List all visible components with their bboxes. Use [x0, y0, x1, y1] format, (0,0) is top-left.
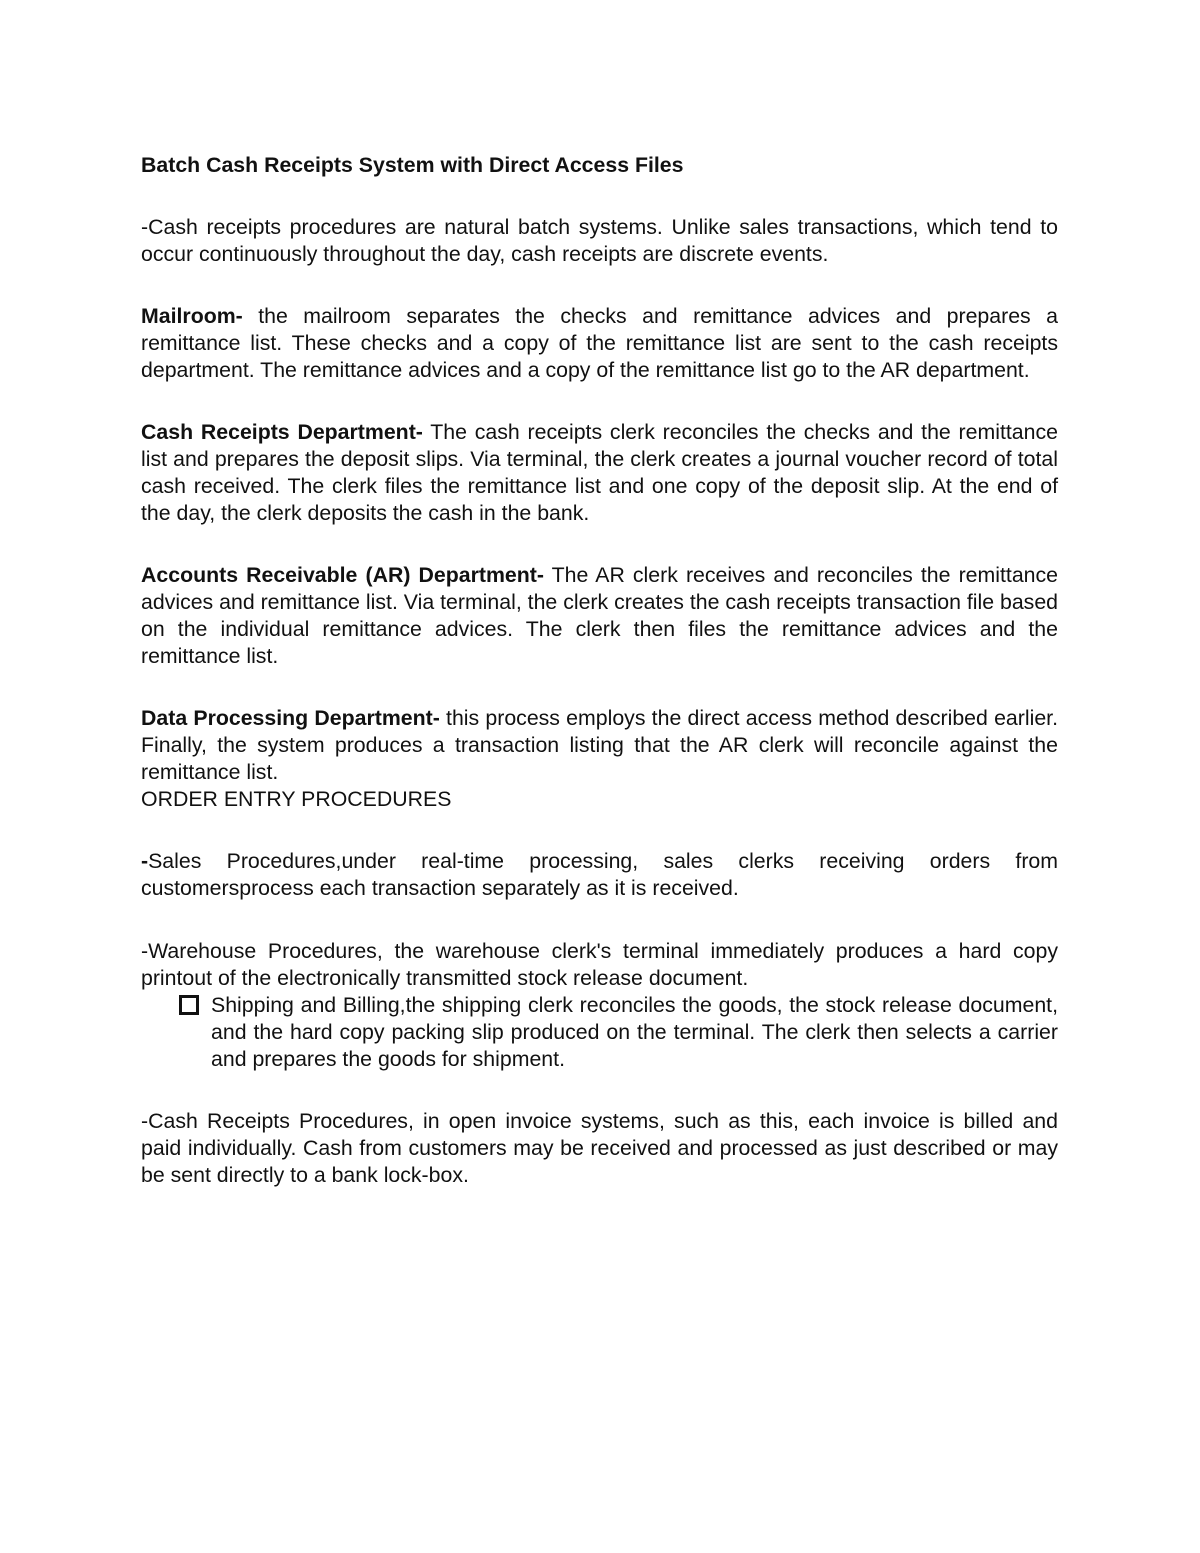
- ar-department-label: Accounts Receivable (AR) Department-: [141, 563, 544, 587]
- intro-paragraph: -Cash receipts procedures are natural batch systems. Unlike sales transactions, which tend to occur continuously throughout the day, cash receipts are discrete events.: [141, 215, 1058, 266]
- data-processing-label: Data Processing Department-: [141, 706, 440, 730]
- shipping-billing-bullet: [141, 992, 1058, 1073]
- sales-procedures-text: Sales Procedures,under real-time processing, sales clerks receiving orders from customersprocess each transaction separately as it is received.: [141, 849, 1058, 900]
- mailroom-paragraph: [141, 303, 1058, 384]
- sales-procedures-paragraph: [141, 848, 1058, 902]
- document-page: [141, 152, 1058, 1189]
- data-processing-paragraph: [141, 705, 1058, 786]
- mailroom-label: Mailroom-: [141, 304, 243, 328]
- shipping-billing-text: Shipping and Billing,the shipping clerk reconciles the goods, the stock release document, and the hard copy packing slip produced on the terminal. The clerk then selects a carrier and prepares the goods for shipment.: [211, 993, 1058, 1071]
- data-processing-text: this process employs the direct access method described earlier. Finally, the system produces a transaction listing that the AR clerk will reconcile against the remittance list.: [141, 706, 1058, 784]
- sales-dash: -: [141, 849, 149, 873]
- cash-receipts-procedures-paragraph: -Cash Receipts Procedures, in open invoice systems, such as this, each invoice is billed and paid individually. Cash from customers may be received and processed as just described or may be sent directly to a bank lock-box.: [141, 1109, 1058, 1187]
- cash-receipts-department-label: Cash Receipts Department-: [141, 420, 423, 444]
- mailroom-text: the mailroom separates the checks and remittance advices and prepares a remittance list. These checks and a copy of the remittance list are sent to the cash receipts department. The remittance advices and a copy of the remittance list go to the AR department.: [141, 304, 1058, 382]
- cash-receipts-department-paragraph: [141, 419, 1058, 527]
- warehouse-procedures-paragraph: -Warehouse Procedures, the warehouse clerk's terminal immediately produces a hard copy printout of the electronically transmitted stock release document.: [141, 939, 1058, 990]
- square-bullet-icon: [179, 995, 199, 1015]
- order-entry-heading: ORDER ENTRY PROCEDURES: [141, 787, 452, 811]
- document-title: Batch Cash Receipts System with Direct Access Files: [141, 153, 684, 177]
- ar-department-paragraph: [141, 562, 1058, 670]
- ar-department-text: The AR clerk receives and reconciles the remittance advices and remittance list. Via terminal, the clerk creates the cash receipts transaction file based on the individual remittance advices. The clerk then files the remittance advices and the remittance list.: [141, 563, 1059, 668]
- cash-receipts-department-text: The cash receipts clerk reconciles the checks and the remittance list and prepares the deposit slips. Via terminal, the clerk creates a journal voucher record of total cash received. The clerk files the remittance list and one copy of the deposit slip. At the end of the day, the clerk deposits the cash in the bank.: [141, 420, 1058, 525]
